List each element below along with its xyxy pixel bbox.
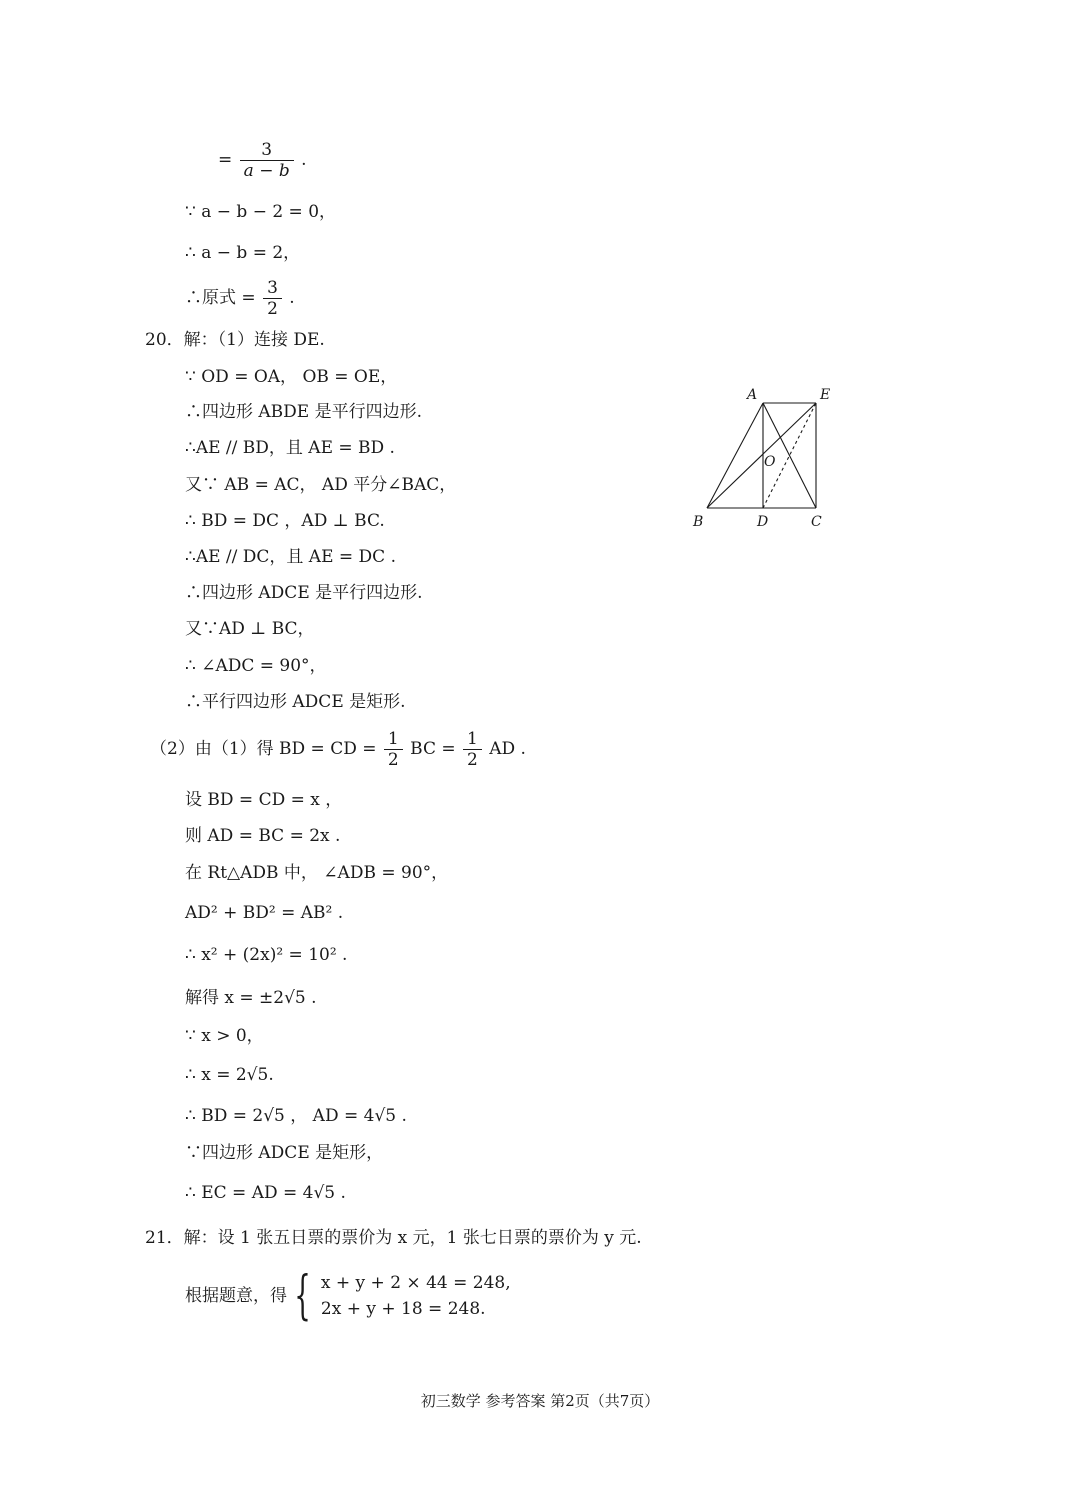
problem-heading: 20．解：（1）连接 DE.	[145, 330, 325, 350]
period: .	[289, 288, 295, 308]
equation-2: 2x + y + 18 = 248.	[320, 1299, 486, 1319]
solution-line: 解得 x = ±2√5 .	[185, 988, 317, 1008]
period: .	[301, 150, 307, 170]
label-A: A	[747, 387, 758, 403]
fraction-denominator: 2	[267, 299, 278, 319]
solution-line: 又∵ AB = AC， AD 平分∠BAC，	[185, 475, 457, 495]
text-segment: ∴原式 =	[185, 288, 256, 308]
solution-line: ∵四边形 ADCE 是矩形，	[185, 1143, 384, 1163]
solution-line: ∴ x² + (2x)² = 10² .	[185, 945, 348, 965]
solution-line: ∴ BD = DC ，AD ⊥ BC.	[185, 511, 385, 531]
equation-line	[218, 140, 307, 181]
label-D: D	[757, 514, 769, 530]
left-brace: {	[294, 1266, 312, 1326]
solution-line: 又∵AD ⊥ BC，	[185, 619, 315, 639]
solution-line: ∴ EC = AD = 4√5 .	[185, 1183, 346, 1203]
text-segment: 根据题意，得	[185, 1286, 287, 1306]
solution-line: ∵ x > 0，	[185, 1026, 264, 1046]
equation-1: x + y + 2 × 44 = 248,	[320, 1273, 511, 1293]
fraction-numerator: 3	[240, 140, 294, 161]
solution-line: ∴四边形 ABDE 是平行四边形.	[185, 402, 423, 422]
fraction-numerator: 1	[463, 729, 482, 750]
solution-line: ∵ a − b − 2 = 0，	[185, 202, 337, 222]
label-O: O	[764, 454, 776, 470]
fraction	[463, 729, 482, 770]
fraction	[384, 729, 403, 770]
solution-line: ∴AE // DC，且 AE = DC .	[185, 547, 396, 567]
solution-line: ∴ x = 2√5.	[185, 1065, 274, 1085]
solution-line	[185, 278, 295, 319]
label-E: E	[820, 387, 831, 403]
solution-line: AD² + BD² = AB² .	[185, 903, 344, 923]
solution-line: 设 BD = CD = x ，	[185, 790, 343, 810]
page-footer: 初三数学 参考答案 第2页（共7页）	[420, 1392, 660, 1410]
geometry-figure	[685, 383, 865, 543]
solution-line: ∴平行四边形 ADCE 是矩形.	[185, 692, 406, 712]
fraction	[240, 140, 294, 181]
solution-line: ∴ BD = 2√5 ， AD = 4√5 .	[185, 1106, 407, 1126]
label-C: C	[811, 514, 822, 530]
text-segment: AD .	[489, 739, 526, 759]
solution-line: ∴AE // BD，且 AE = BD .	[185, 438, 395, 458]
segment-AB	[707, 403, 763, 508]
problem-heading: 21．解：设 1 张五日票的票价为 x 元，1 张七日票的票价为 y 元.	[145, 1228, 642, 1248]
fraction-denominator: 2	[387, 750, 399, 770]
segment-BE	[707, 403, 816, 508]
solution-line: 则 AD = BC = 2x .	[185, 826, 341, 846]
solution-line: ∴ a − b = 2，	[185, 243, 301, 263]
solution-line: ∴ ∠ADC = 90°，	[185, 656, 327, 676]
solution-line: 在 Rt△ADB 中， ∠ADB = 90°，	[185, 863, 449, 883]
fraction-denominator: a − b	[243, 161, 290, 181]
equation-system-line	[185, 1266, 511, 1326]
fraction-numerator: 1	[384, 729, 403, 750]
fraction-numerator: 3	[263, 278, 282, 299]
solution-line: ∴四边形 ADCE 是平行四边形.	[185, 583, 423, 603]
fraction	[263, 278, 282, 319]
solution-line	[150, 729, 526, 770]
equals-sign: =	[218, 150, 233, 170]
solution-line: ∵ OD = OA， OB = OE，	[185, 367, 398, 387]
label-B: B	[693, 514, 704, 530]
equation-system	[321, 1270, 511, 1322]
text-segment: （2）由（1）得 BD = CD =	[150, 739, 377, 759]
fraction-denominator: 2	[467, 750, 478, 770]
text-segment: BC =	[410, 739, 456, 759]
